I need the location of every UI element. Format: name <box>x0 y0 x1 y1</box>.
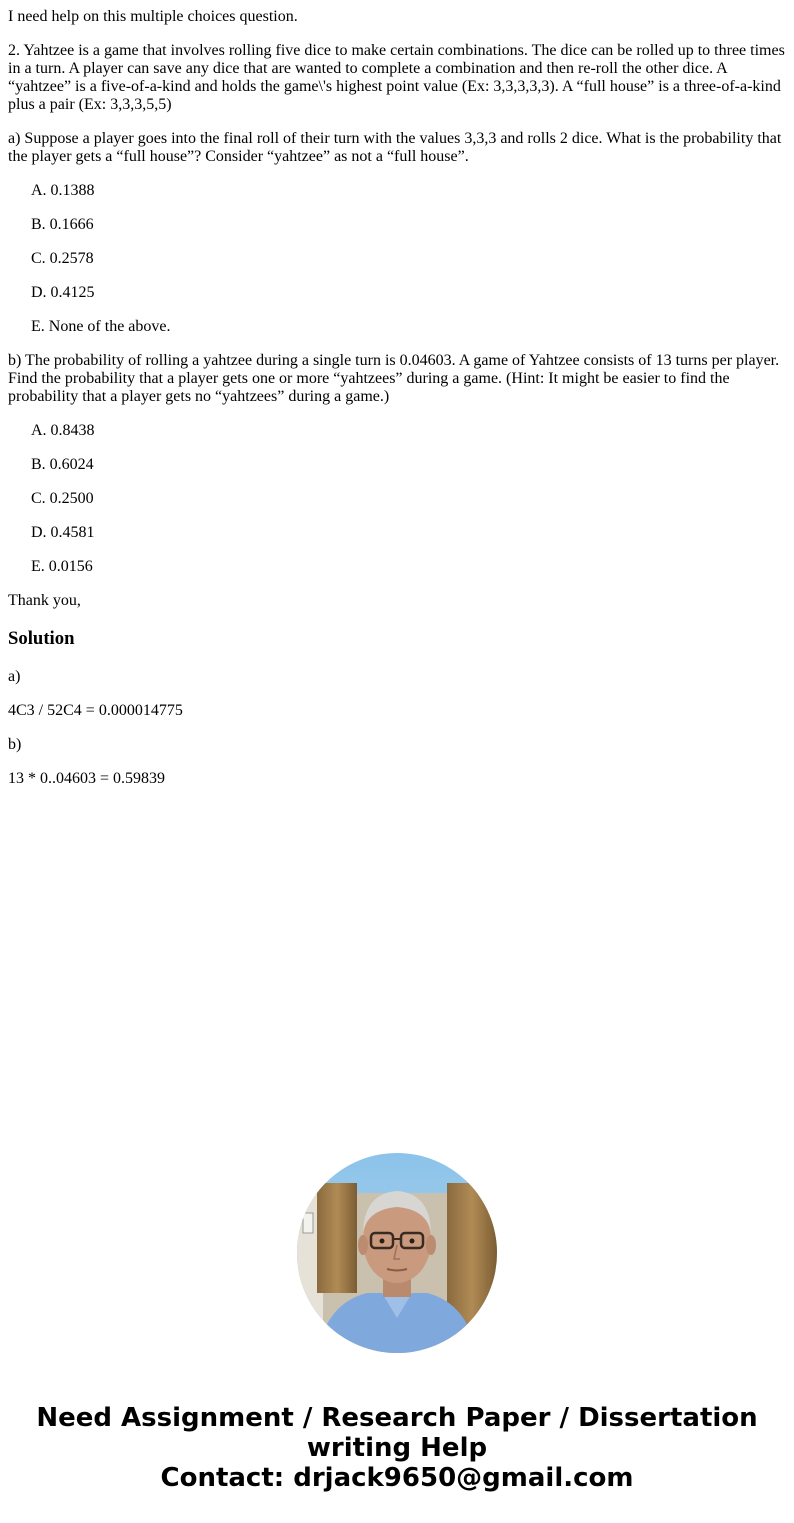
promo-banner <box>0 1403 794 1493</box>
part-a-question: a) Suppose a player goes into the final roll of their turn with the values 3,3,3 and rolls 2 dice. What is the probability that the player gets a “full house”? Consider “yahtzee” as not a “full house”. <box>8 130 782 165</box>
part-b-option-c: C. 0.2500 <box>31 490 94 507</box>
author-portrait-image <box>297 1153 497 1353</box>
part-a-option-a: A. 0.1388 <box>31 182 95 199</box>
part-a-option-b: B. 0.1666 <box>31 216 94 233</box>
part-a-option-d: D. 0.4125 <box>31 284 95 301</box>
part-b-option-b: B. 0.6024 <box>31 456 94 473</box>
solution-a-answer: 4C3 / 52C4 = 0.000014775 <box>8 702 183 719</box>
solution-b-answer: 13 * 0..04603 = 0.59839 <box>8 770 166 787</box>
closing-text: Thank you, <box>8 592 81 609</box>
solution-b-label: b) <box>8 736 22 753</box>
document-content <box>8 0 786 804</box>
part-a-option-e: E. None of the above. <box>31 318 171 335</box>
part-b-question: b) The probability of rolling a yahtzee during a single turn is 0.04603. A game of Yahtzee consists of 13 turns per player. Find the probability that a player gets one or more “yahtzees” during a game. (Hint: It might be easier to find the probability that a player gets no “yahtzees” during a game.) <box>8 352 780 405</box>
problem-statement: 2. Yahtzee is a game that involves rolling five dice to make certain combinations. The dice can be rolled up to three times in a turn. A player can save any dice that are wanted to complete a combination and then re-roll the other dice. A “yahtzee” is a five-of-a-kind and holds the game\'s highest point value (Ex: 3,3,3,3,3). A “full house” is a three-of-a-kind plus a pair (Ex: 3,3,3,5,5) <box>8 42 785 113</box>
promo-line-2: writing Help <box>306 1433 488 1463</box>
promo-contact: Contact: drjack9650@gmail.com <box>160 1463 634 1493</box>
author-avatar <box>297 1153 497 1353</box>
solution-a-label: a) <box>8 668 21 685</box>
part-b-option-d: D. 0.4581 <box>31 524 95 541</box>
part-b-option-a: A. 0.8438 <box>31 422 95 439</box>
promo-line-1: Need Assignment / Research Paper / Dissertation <box>36 1403 758 1433</box>
part-a-option-c: C. 0.2578 <box>31 250 94 267</box>
part-b-option-e: E. 0.0156 <box>31 558 93 575</box>
solution-heading: Solution <box>8 628 75 649</box>
intro-text: I need help on this multiple choices question. <box>8 8 298 25</box>
